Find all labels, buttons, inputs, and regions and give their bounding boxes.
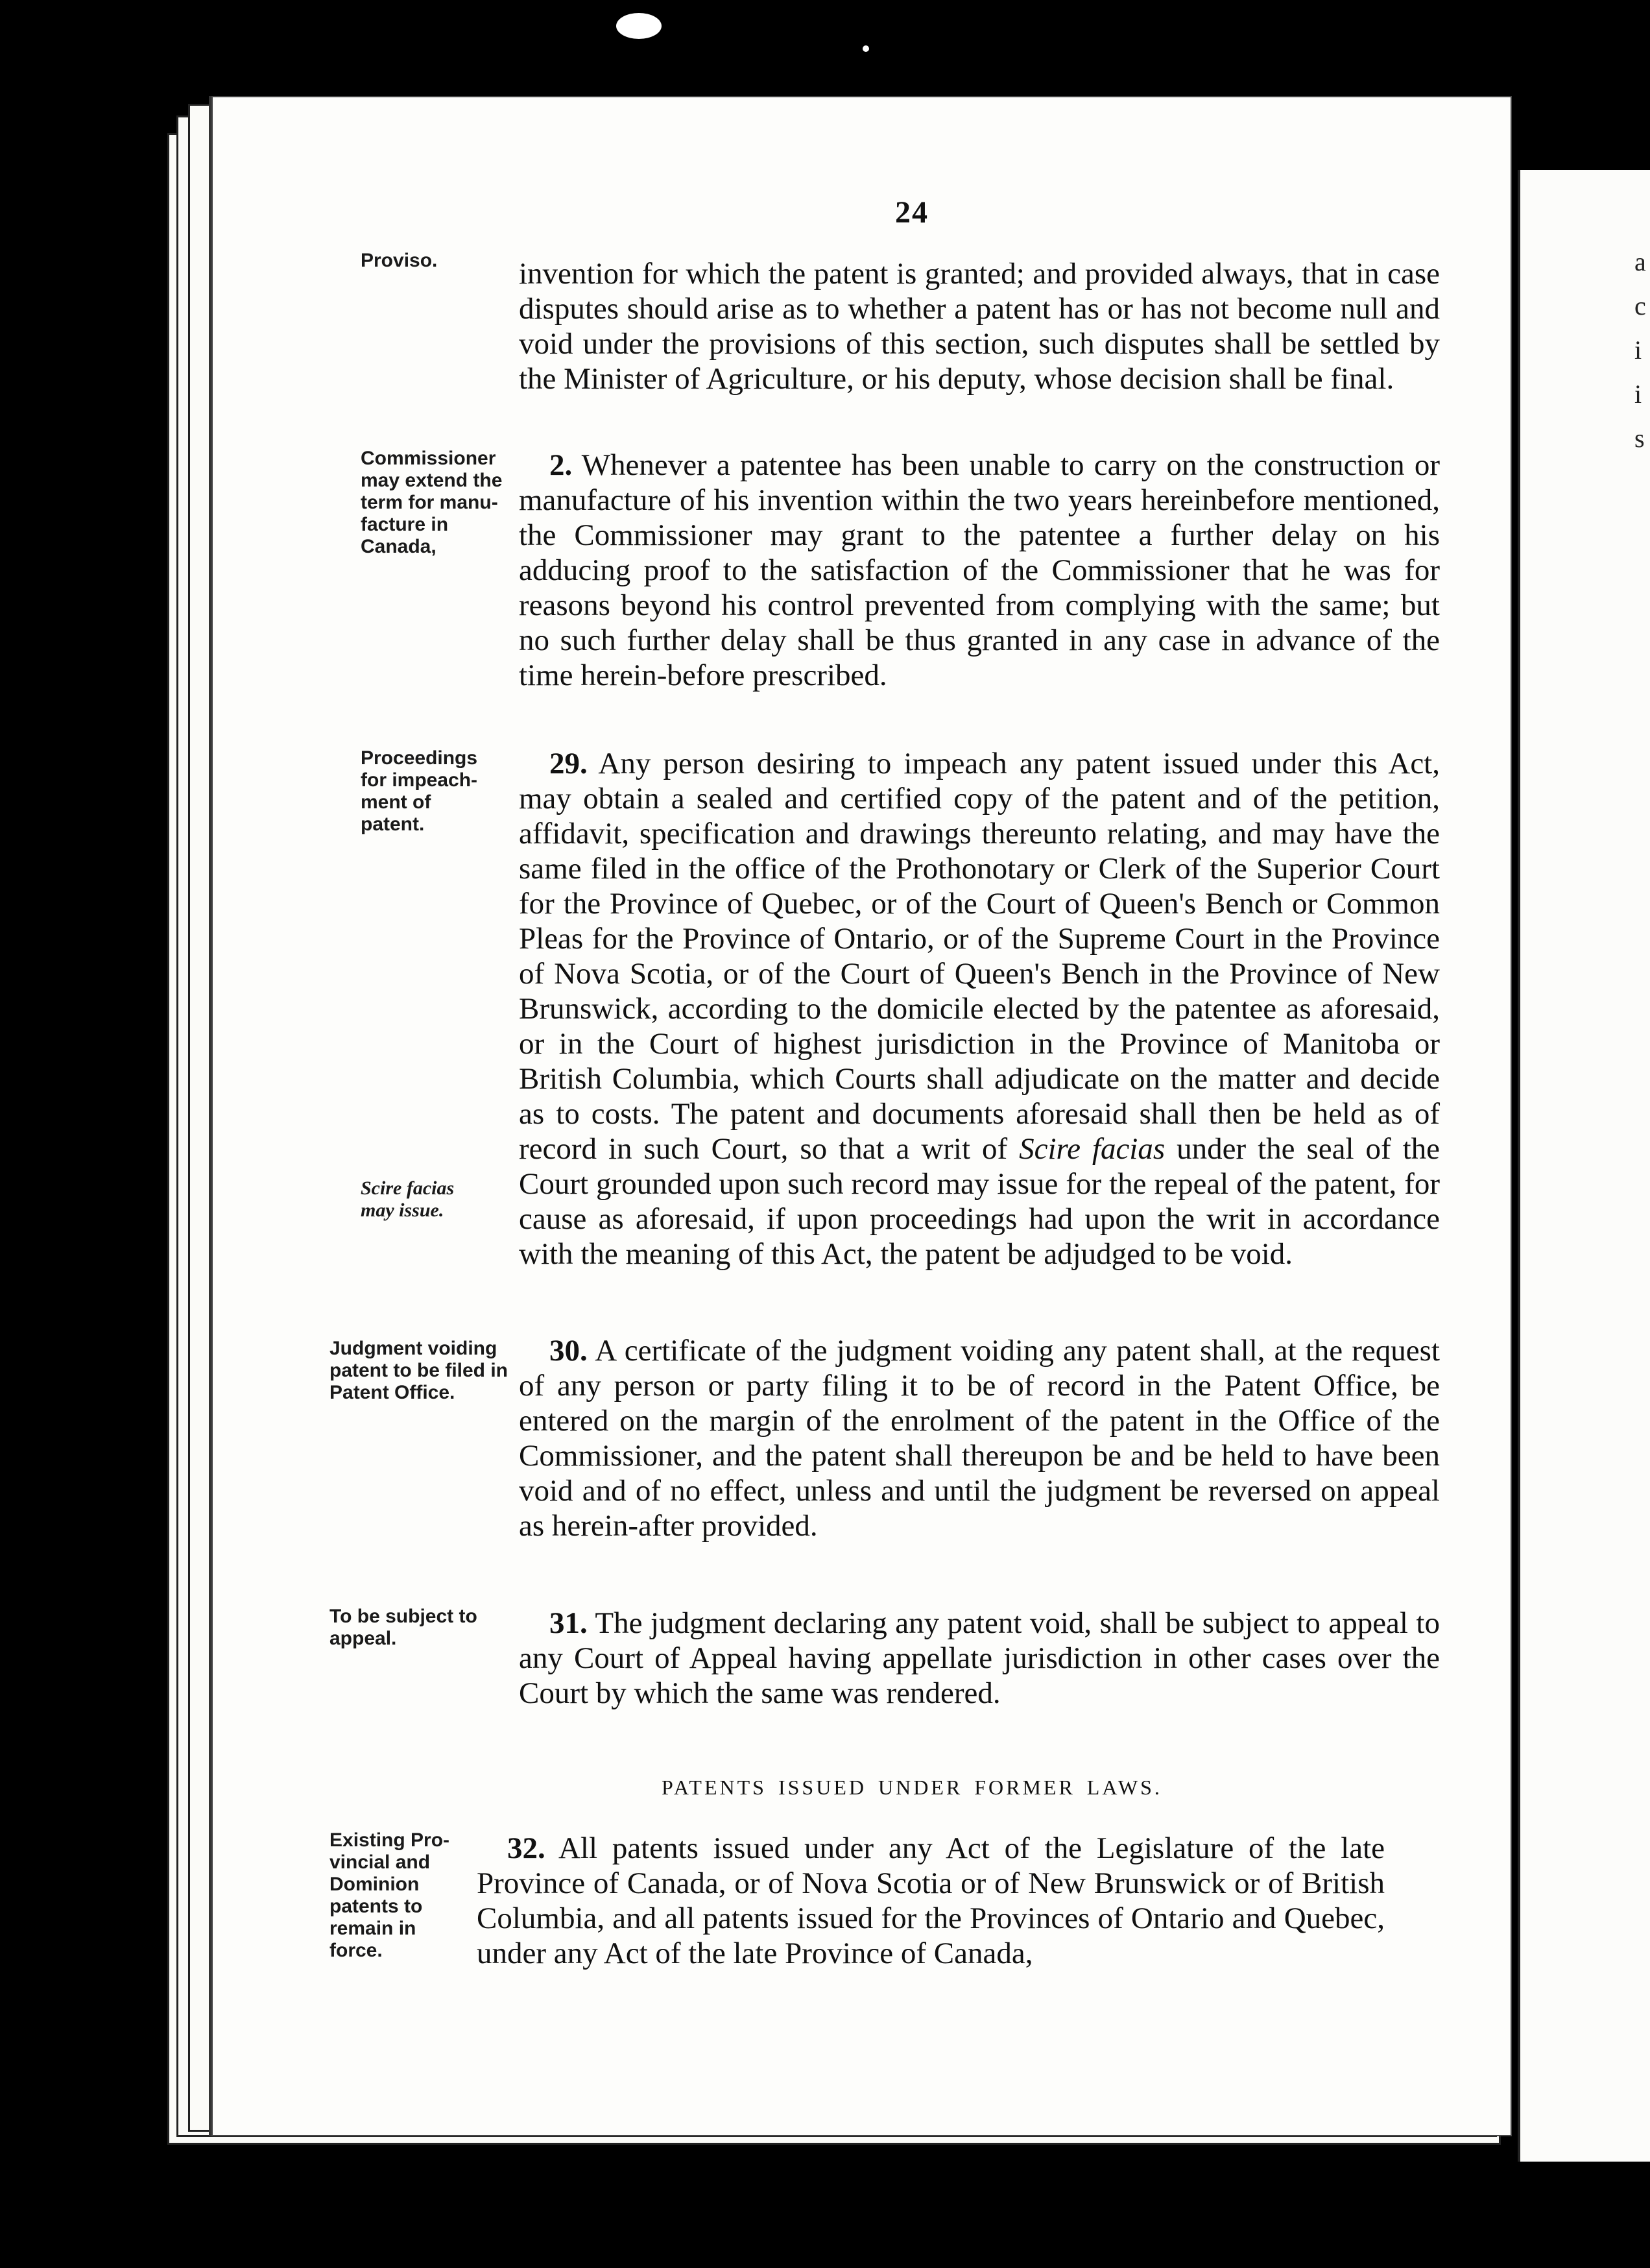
paragraph-section-32 xyxy=(477,1831,1385,1971)
section-number: 30. xyxy=(549,1334,588,1368)
paragraph-section-31 xyxy=(519,1606,1440,1711)
section-number: 29. xyxy=(549,747,588,780)
margin-note-judgment: Judgment voiding patent to be filed in Patent Office. xyxy=(329,1338,508,1403)
margin-note-appeal: To be subject to appeal. xyxy=(329,1606,477,1649)
section-text: A certificate of the judgment voiding any patent shall, at the request of any person or party filing it to be of record in the Patent Office, be entered on the margin of the enrolment of the patent in the Office of the Commissioner, and the patent shall thereupon be and be held to have been void and of no effect, unless and until the judgment be reversed on appeal as herein-after provided. xyxy=(519,1334,1440,1543)
section-text: All patents issued under any Act of the Legislature of the late Province of Canada, or of Nova Scotia or of New Brunswick or of British Columbia, and all patents issued for the Provinces of Ontario and Quebec, under any Act of the late Province of Canada, xyxy=(477,1831,1385,1970)
section-text: under the seal of the Court grounded upon such record may issue for the repeal of the patent, for cause as aforesaid, if upon proceedings had upon the writ in accordance with the meaning of this Act, the patent be adjudged to be void. xyxy=(519,1132,1440,1271)
margin-note-scire-facias: Scire facias may issue. xyxy=(361,1177,455,1221)
section-number: 32. xyxy=(507,1831,545,1865)
scan-speck xyxy=(863,45,869,52)
section-text: The judgment declaring any patent void, shall be subject to appeal to any Court of Appeal having appellate jurisdiction in other cases over the Court by which the same was rendered. xyxy=(519,1606,1440,1710)
facing-page-letters: a c i i s xyxy=(1634,247,1646,453)
facing-page-edge xyxy=(1518,170,1650,2162)
subsection-text: Whenever a patentee has been unable to carry on the construction or manufacture of his invention within the two years hereinbefore mentioned, the Commissioner may grant to the patentee a further delay on his adducing proof to the satisfaction of the Commissioner that he was for reasons beyond his control prevented from complying with the same; but no such further delay shall be thus granted in any case in advance of the time herein-before prescribed. xyxy=(519,448,1440,692)
paragraph-section-29 xyxy=(519,746,1440,1272)
margin-note-proviso: Proviso. xyxy=(361,250,438,271)
section-heading: PATENTS ISSUED UNDER FORMER LAWS. xyxy=(662,1776,1162,1799)
paragraph-subsection-2 xyxy=(519,448,1440,693)
margin-note-impeachment: Proceedings for impeach-ment of patent. xyxy=(361,747,478,835)
paragraph-section-30 xyxy=(519,1333,1440,1543)
section-number: 31. xyxy=(549,1606,588,1640)
section-text: Any person desiring to impeach any patent issued under this Act, may obtain a sealed and certified copy of the patent and of the petition, affidavit, specification and drawings thereunto relating, and may have the same filed in the office of the Prothonotary or Clerk of the Superior Court for the Province of Quebec, or of the Court of Queen's Bench or Common Pleas for the Province of Ontario, or of the Supreme Court in the Province of Nova Scotia, or of the Court of Queen's Bench in the Province of New Brunswick, according to the domicile elected by the patentee as aforesaid, or in the Court of highest jurisdiction in the Province of Manitoba or British Columbia, which Courts shall adjudicate on the matter and decide as to costs. The patent and documents aforesaid shall then be held as of record in such Court, so that a writ of xyxy=(519,747,1440,1166)
page-number: 24 xyxy=(895,195,929,230)
subsection-number: 2. xyxy=(549,448,573,482)
margin-note-existing-patents: Existing Pro-vincial and Dominion patents to remain in force. xyxy=(329,1829,450,1961)
scan-speck xyxy=(616,13,662,39)
margin-note-commissioner: Commissioner may extend the term for manu-facture in Canada, xyxy=(361,448,503,557)
paragraph-proviso: invention for which the patent is granted; and provided always, that in case disputes should arise as to whether a patent has or has not become null and void under the provisions of this section, such disputes shall be settled by the Minister of Agriculture, or his deputy, whose decision shall be final. xyxy=(519,257,1440,396)
section-text-italic: Scire facias xyxy=(1019,1132,1166,1166)
